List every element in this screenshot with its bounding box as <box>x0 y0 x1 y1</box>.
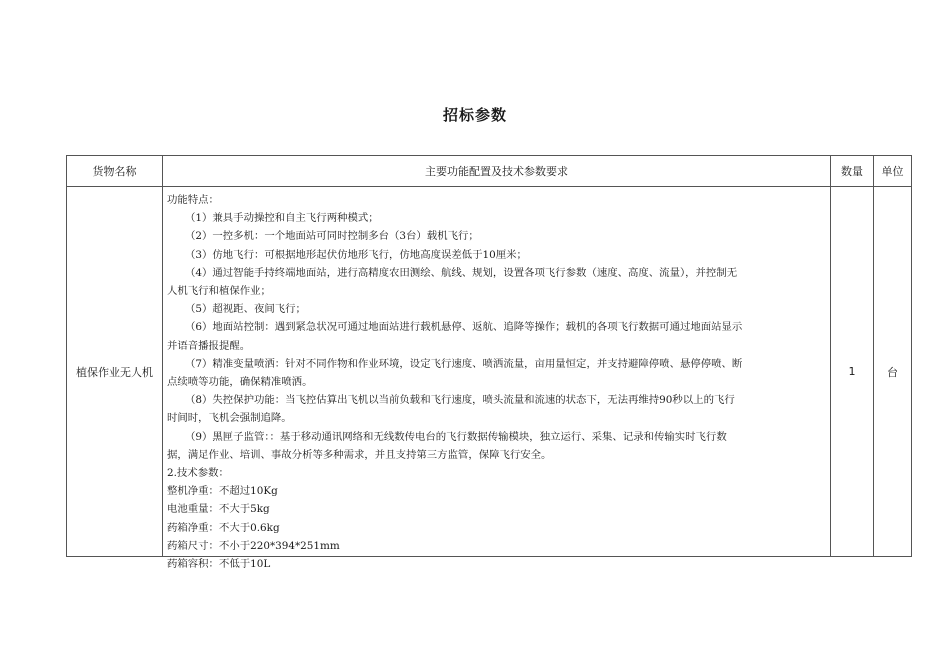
spec-line: （8）失控保护功能：当飞控估算出飞机以当前负载和飞行速度，喷头流量和流速的状态下，无法再维持90秒以上的飞行 <box>185 394 735 407</box>
spec-line: （5）超视距、夜间飞行； <box>185 303 306 316</box>
table-row <box>67 187 912 557</box>
goods-name-cell: 植保作业无人机 <box>67 187 163 557</box>
spec-line: 电池重量：不大于5kg <box>167 503 270 516</box>
table-header-row <box>67 156 912 187</box>
spec-requirements-cell <box>163 187 831 571</box>
spec-line: （2）一控多机：一个地面站可同时控制多台（3台）载机飞行； <box>185 230 479 243</box>
spec-line: 药箱尺寸：不小于220*394*251mm <box>167 539 340 552</box>
spec-line: 药箱净重：不大于0.6kg <box>167 521 280 534</box>
spec-line: （9）黑匣子监管：：基于移动通讯网络和无线数传电台的飞行数据传输模块，独立运行、采集、记录和传输实时飞行数 <box>185 430 727 443</box>
unit-cell: 台 <box>874 187 912 557</box>
spec-line: 2.技术参数： <box>167 467 229 480</box>
header-unit: 单位 <box>874 156 912 187</box>
header-quantity: 数量 <box>831 156 874 187</box>
spec-line: （4）通过智能手持终端地面站，进行高精度农田测绘、航线、规划，设置各项飞行参数（速度、高度、流量），并控制无 <box>185 266 738 279</box>
spec-line: 功能特点： <box>167 194 219 206</box>
header-goods-name: 货物名称 <box>67 156 163 187</box>
spec-text-block <box>163 187 830 571</box>
spec-line: 人机飞行和植保作业； <box>167 285 271 298</box>
quantity-cell: 1 <box>831 187 874 557</box>
bid-parameters-table <box>66 155 912 571</box>
spec-line: （3）仿地飞行：可根据地形起伏仿地形飞行，仿地高度误差低于10厘米； <box>185 248 527 261</box>
spec-line: （6）地面站控制：遇到紧急状况可通过地面站进行载机悬停、返航、追降等操作；载机的各项飞行数据可通过地面站显示 <box>185 321 743 334</box>
spec-line: 点续喷等功能，确保精准喷洒。 <box>167 376 313 389</box>
header-spec-requirements: 主要功能配置及技术参数要求 <box>163 156 831 187</box>
spec-line: 并语音播报提醒。 <box>167 339 251 352</box>
spec-line: （7）精准变量喷洒：针对不同作物和作业环境，设定飞行速度、喷洒流量，亩用量恒定，并支持避障停喷、悬停停喷、断 <box>185 357 743 370</box>
spec-line: 时间时，飞机会强制追降。 <box>167 412 292 425</box>
spec-line: 药箱容积：不低于10L <box>167 558 271 571</box>
spec-line: （1）兼具手动操控和自主飞行两种模式； <box>185 212 379 225</box>
spec-line: 整机净重：不超过10Kg <box>167 485 278 498</box>
page-title: 招标参数 <box>442 106 507 124</box>
spec-line: 据，满足作业、培训、事故分析等多种需求，并且支持第三方监管，保障飞行安全。 <box>167 448 552 461</box>
